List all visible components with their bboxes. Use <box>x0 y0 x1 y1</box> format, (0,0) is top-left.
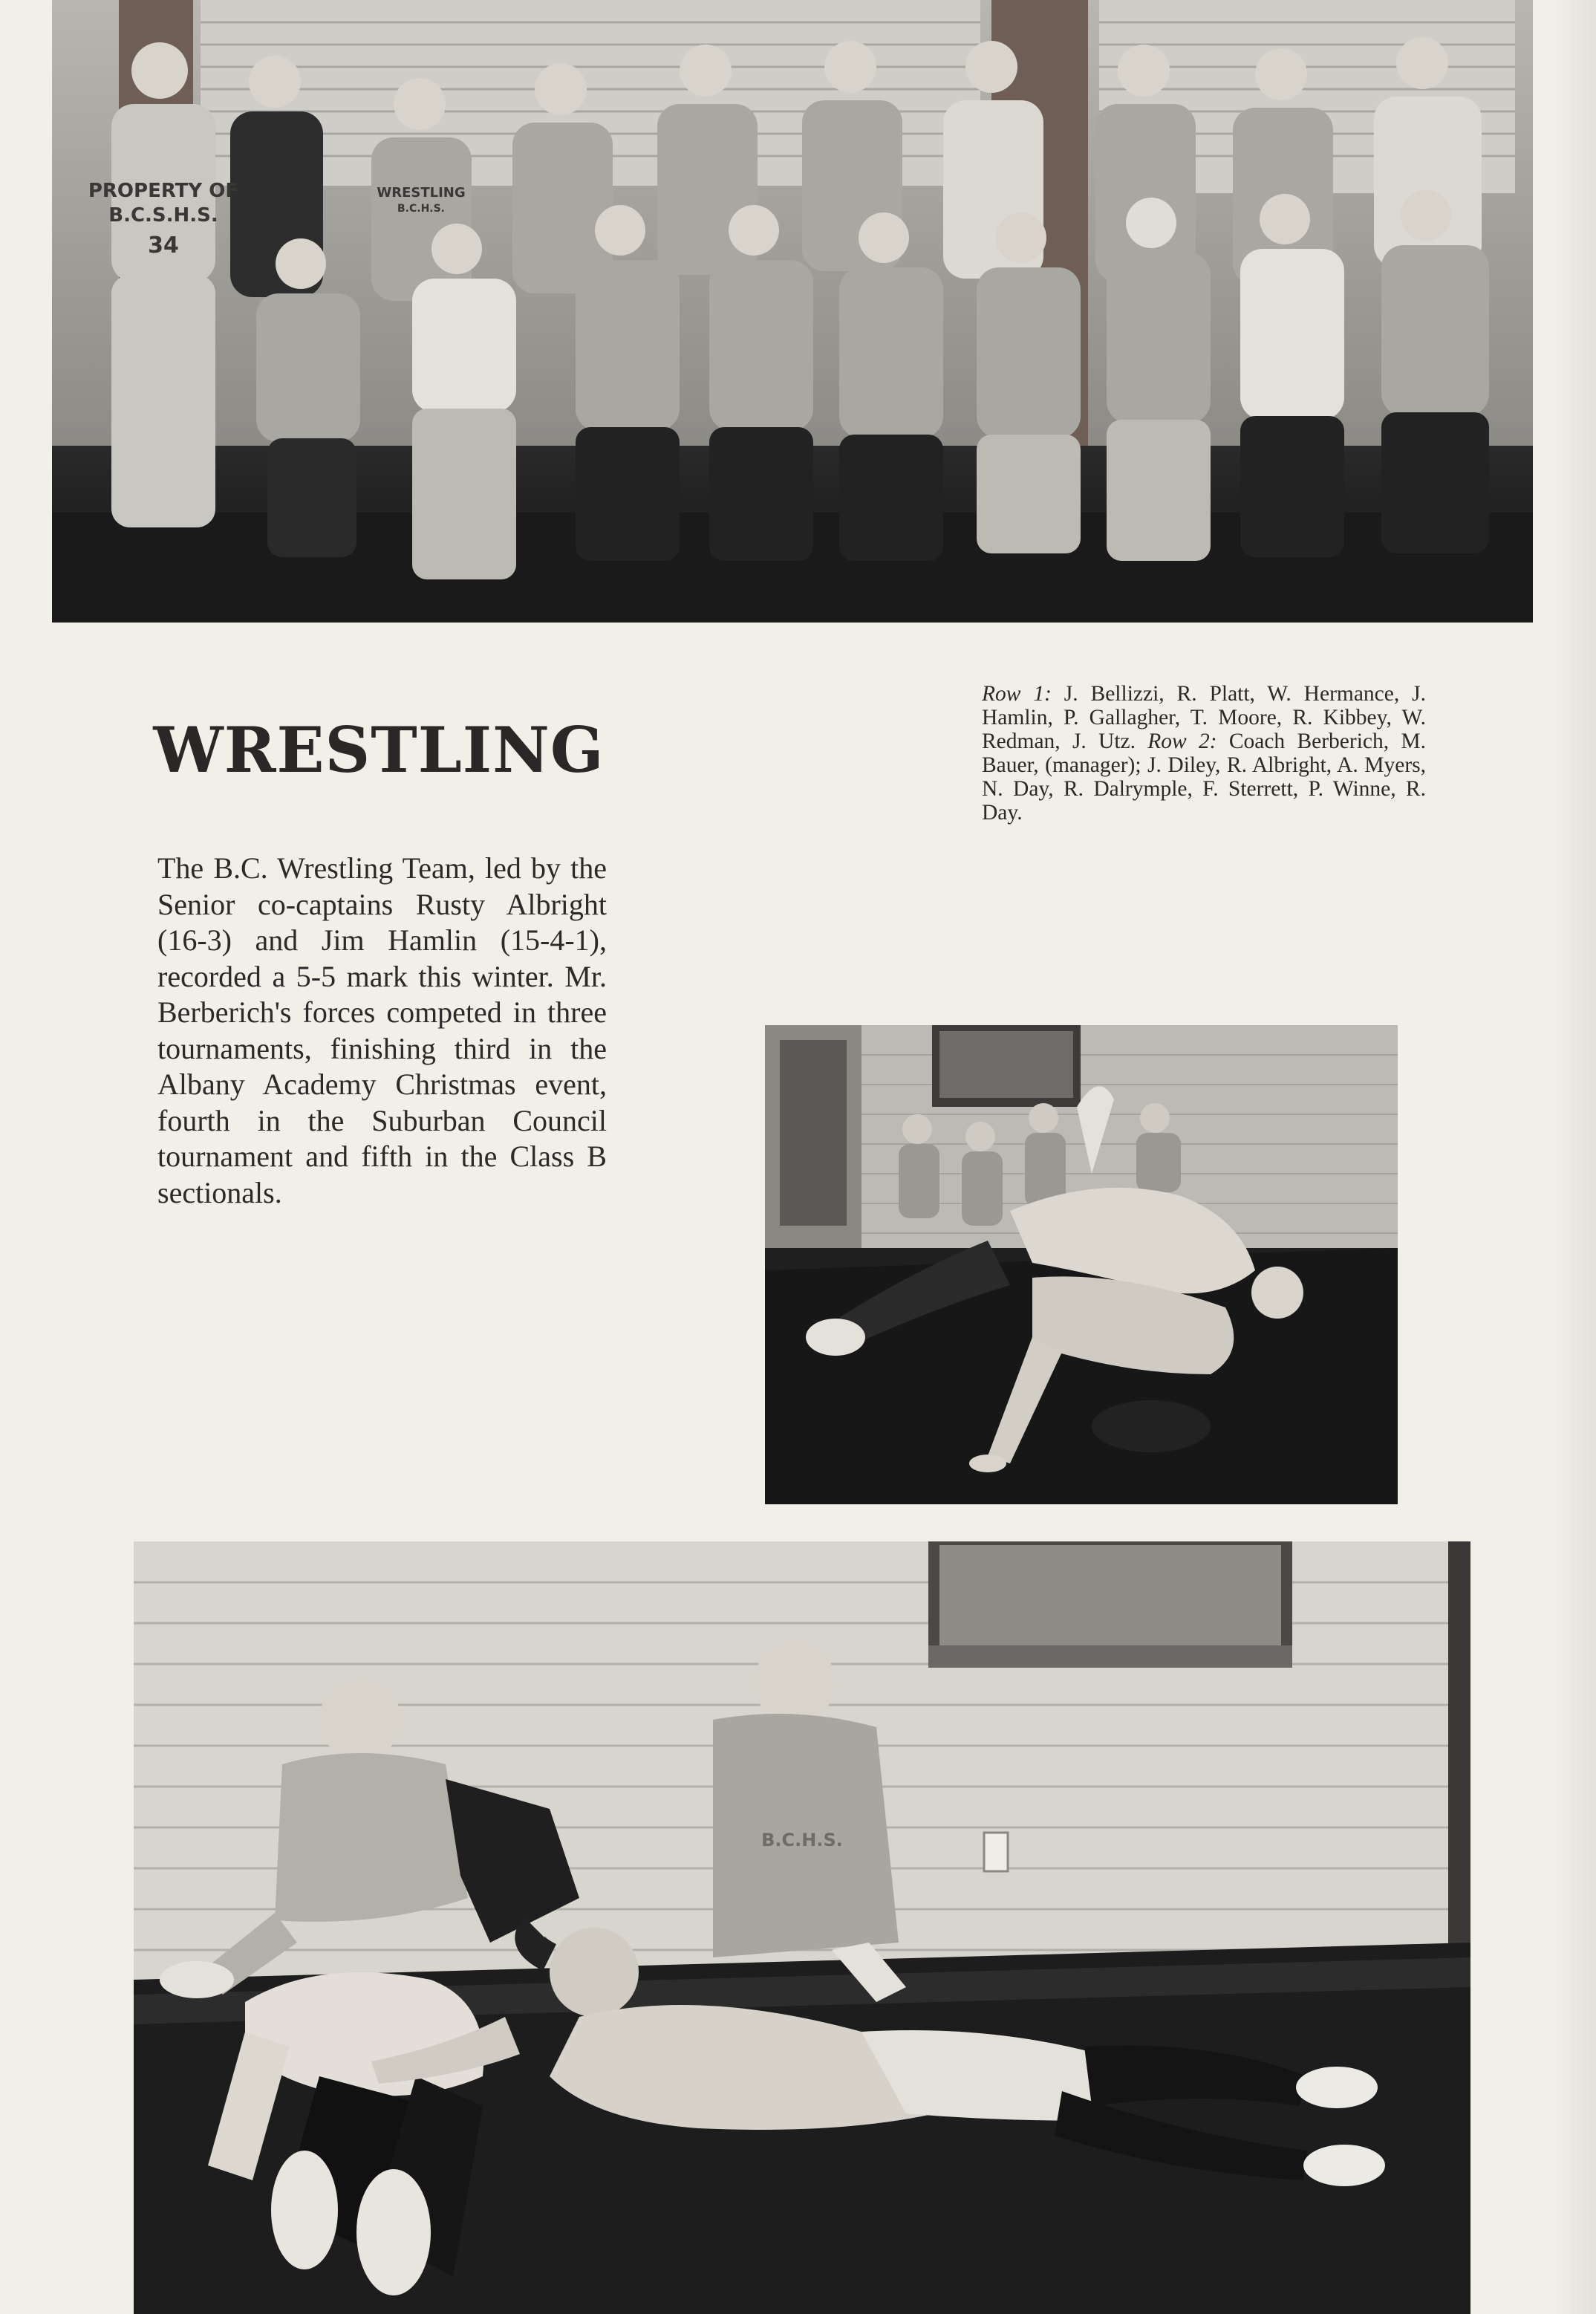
coach-shirt-number: 34 <box>148 233 179 259</box>
article-body: The B.C. Wrestling Team, led by the Senior co-captains Rusty Albright (16-3) and Jim Hamlin (15-4-1), recorded a 5-5 mark this winter. Mr. Berberich's forces competed in three tournaments, finishing third in the Albany Academy Christmas event, fourth in the Suburban Council tournament and fifth in the Class B sectionals. <box>157 851 607 1209</box>
caption-row2-label: Row 2: <box>1147 729 1217 753</box>
shirt-wrestling-text: WRESTLING <box>377 185 466 201</box>
team-photo-caption <box>982 682 1426 825</box>
center-shirt-school-text: B.C.H.S. <box>761 1830 843 1850</box>
caption-row2-text: Coach Berberich, M. Bauer, (manager); J. Diley, R. Albright, A. Myers, N. Day, R. Dalrymple, F. Sterrett, P. Winne, R. Day. <box>982 729 1426 825</box>
page-title: WRESTLING <box>153 713 605 787</box>
action-photo-wrestlers-on-mat <box>134 1541 1470 2314</box>
page-edge-shade <box>1551 0 1596 2314</box>
caption-row1-label: Row 1: <box>982 682 1052 706</box>
coach-shirt-text-2: B.C.S.H.S. <box>108 204 218 227</box>
action-photo-wrestlers-grappling <box>765 1025 1398 1504</box>
team-photo <box>52 0 1533 623</box>
caption-row1-text: J. Bellizzi, R. Platt, W. Hermance, J. Hamlin, P. Gallagher, T. Moore, R. Kibbey, W. Redman, J. Utz. <box>982 682 1426 753</box>
coach-shirt-text: PROPERTY OF <box>88 180 239 202</box>
shirt-school-text: B.C.H.S. <box>397 203 446 215</box>
